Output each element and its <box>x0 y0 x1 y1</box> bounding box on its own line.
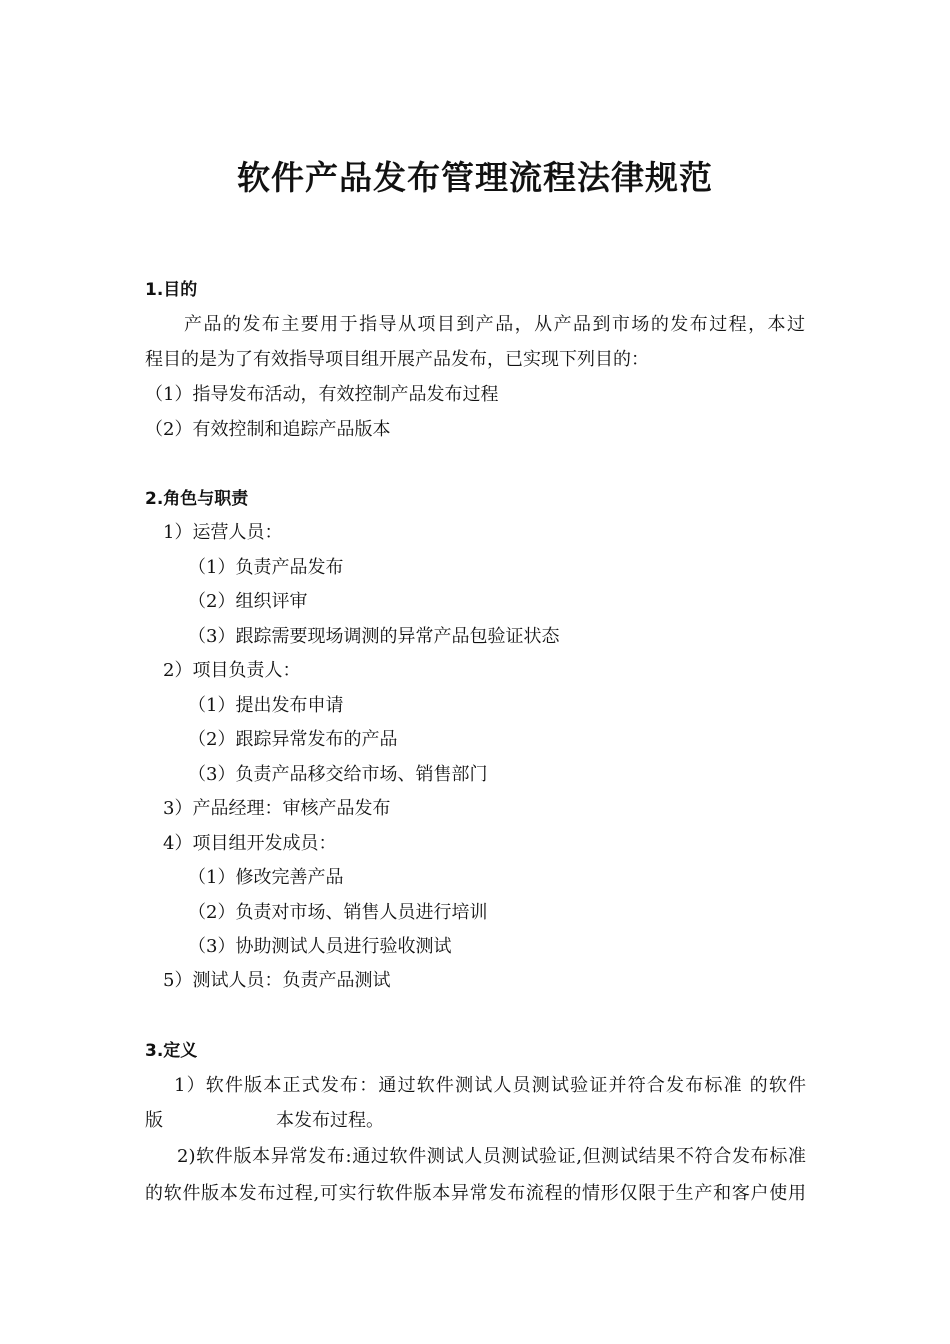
purpose-paragraph-line-2: 程目的是为了有效指导项目组开展产品发布，已实现下列目的： <box>145 349 649 370</box>
purpose-item-2: （2）有效控制和追踪产品版本 <box>145 419 391 440</box>
purpose-item-1: （1）指导发布活动，有效控制产品发布过程 <box>145 384 499 405</box>
role-label: 3）产品经理：审核产品发布 <box>163 798 391 819</box>
role-label: 5）测试人员：负责产品测试 <box>163 970 391 991</box>
definition-1-line-2-end: 本发布过程。 <box>276 1110 384 1131</box>
role-duty: （1）修改完善产品 <box>188 867 344 888</box>
section-heading-roles: 2.角色与职责 <box>145 489 249 509</box>
role-duty: （1）提出发布申请 <box>188 695 344 716</box>
definition-1-line-1: 1）软件版本正式发布：通过软件测试人员测试验证并符合发布标准 的软件 <box>174 1075 806 1096</box>
purpose-paragraph-line-1: 产品的发布主要用于指导从项目到产品，从产品到市场的发布过程，本过 <box>184 314 805 335</box>
role-label: 2）项目负责人： <box>163 660 301 681</box>
role-duty: （2）组织评审 <box>188 591 308 612</box>
role-duty: （3）跟踪需要现场调测的异常产品包验证状态 <box>188 626 560 647</box>
role-duty: （1）负责产品发布 <box>188 557 344 578</box>
document-title: 软件产品发布管理流程法律规范 <box>237 158 713 197</box>
role-duty: （3）负责产品移交给市场、销售部门 <box>188 764 488 785</box>
section-heading-definitions: 3.定义 <box>145 1041 198 1061</box>
definition-2-line-2: 的软件版本发布过程,可实行软件版本异常发布流程的情形仅限于生产和客户使用 <box>145 1183 806 1204</box>
section-heading-purpose: 1.目的 <box>145 280 198 300</box>
role-duty: （2）负责对市场、销售人员进行培训 <box>188 902 488 923</box>
definition-1-line-2-start: 版 <box>145 1110 163 1131</box>
role-label: 4）项目组开发成员： <box>163 833 337 854</box>
role-label: 1）运营人员： <box>163 522 283 543</box>
role-duty: （3）协助测试人员进行验收测试 <box>188 936 452 957</box>
definition-2-line-1: 2)软件版本异常发布:通过软件测试人员测试验证,但测试结果不符合发布标准 <box>177 1146 806 1167</box>
role-duty: （2）跟踪异常发布的产品 <box>188 729 398 750</box>
